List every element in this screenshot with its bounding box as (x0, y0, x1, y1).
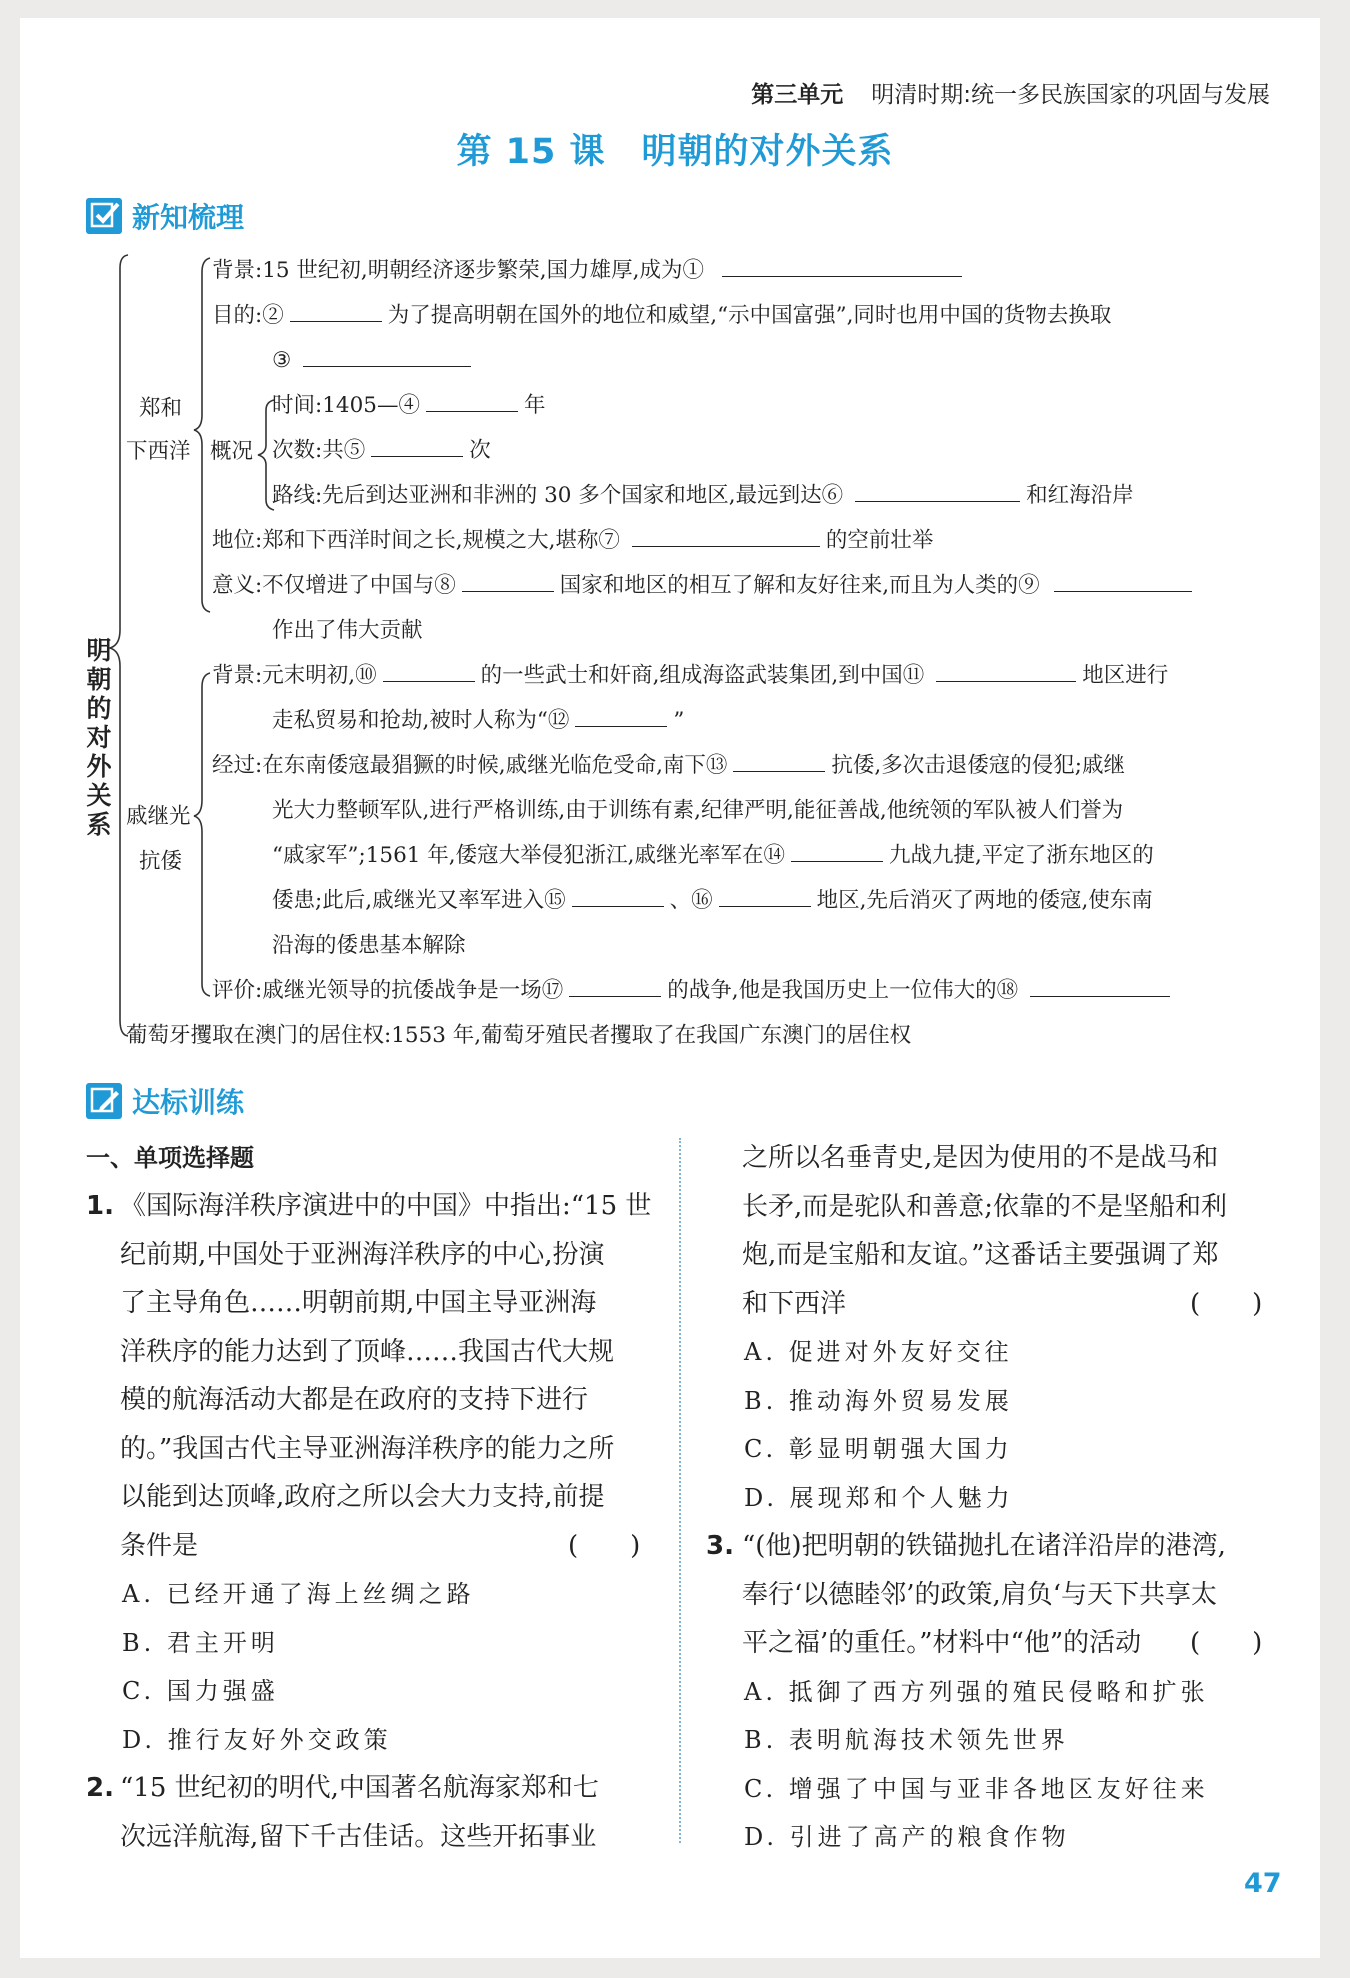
blank-10[interactable] (383, 659, 475, 682)
section-heading-dabiao (86, 1081, 244, 1121)
mm-line-jg4: 倭患;此后,戚继光又率军进入⑮ 、⑯ 地区,先后消灭了两地的倭寇,使东南 (272, 878, 1153, 923)
section-title: 达标训练 (132, 1086, 245, 1119)
q2-option-a[interactable]: A. 促进对外友好交往 (744, 1338, 1013, 1366)
q2-line: 之所以名垂青史,是因为使用的不是战马和 (742, 1143, 1219, 1173)
q3-line: “(他)把明朝的铁锚抛扎在诸洋沿岸的港湾, (742, 1531, 1226, 1561)
q2-line: “15 世纪初的明代,中国著名航海家郑和七 (120, 1773, 599, 1803)
blank-17[interactable] (569, 974, 661, 997)
blank-3[interactable] (303, 344, 471, 367)
gaikuang-label: 概况 (210, 439, 254, 464)
q1-line: 纪前期,中国处于亚洲海洋秩序的中心,扮演 (120, 1239, 605, 1270)
q2-option-c[interactable]: C. 彰显明朝强大国力 (744, 1435, 1013, 1463)
q2-line: 和下西洋 (742, 1288, 847, 1319)
zhenghe-brace (194, 258, 210, 612)
edit-icon (86, 1083, 122, 1119)
q1-number: 1. (86, 1191, 114, 1221)
q1-option-b[interactable]: B. 君主开明 (122, 1628, 279, 1657)
mm-line-md2: ③ (272, 338, 477, 383)
q1-line: 《国际海洋秩序演进中的中国》中指出:“15 世 (120, 1191, 652, 1221)
q2-answer-paren[interactable]: ( ) (1190, 1288, 1263, 1319)
mm-line-pj: 评价:戚继光领导的抗倭战争是一场⑰ 的战争,他是我国历史上一位伟大的⑱ (212, 968, 1176, 1013)
q3-option-a[interactable]: A. 抵御了西方列强的殖民侵略和扩张 (744, 1677, 1209, 1706)
mindmap-root-label: 明朝的对外关系 (86, 636, 112, 839)
qijiguang-label: 戚继光 (126, 804, 191, 829)
mm-line-jg5: 沿海的倭患基本解除 (272, 933, 466, 958)
mm-line-sj: 时间:1405—④ 年 (272, 383, 545, 428)
q1-option-a[interactable]: A. 已经开通了海上丝绸之路 (122, 1580, 475, 1608)
q2-option-d[interactable]: D. 展现郑和个人魅力 (744, 1483, 1014, 1512)
lesson-title: 第 15 课 明朝的对外关系 (456, 132, 894, 172)
q3-option-b[interactable]: B. 表明航海技术领先世界 (744, 1726, 1069, 1754)
blank-11[interactable] (936, 659, 1076, 682)
q1-line: 模的航海活动大都是在政府的支持下进行 (120, 1385, 589, 1415)
blank-4[interactable] (426, 389, 518, 412)
q1-option-c[interactable]: C. 国力强盛 (122, 1677, 279, 1705)
q1-line: 了主导角色……明朝前期,中国主导亚洲海 (120, 1288, 597, 1318)
mm-line-cs: 次数:共⑤ 次 (272, 428, 491, 473)
blank-18[interactable] (1030, 974, 1170, 997)
mm-line-md1: 目的:② 为了提高明朝在国外的地位和威望,“示中国富强”,同时也用中国的货物去换取 (212, 293, 1111, 338)
blank-5[interactable] (371, 434, 463, 457)
q2-line: 炮,而是宝船和友谊。”这番话主要强调了郑 (742, 1240, 1219, 1270)
q2-line: 长矛,而是驼队和善意;依靠的不是坚船和利 (742, 1191, 1228, 1222)
mm-line-yy: 意义:不仅增进了中国与⑧ 国家和地区的相互了解和友好往来,而且为人类的⑨ (212, 563, 1198, 608)
blank-2[interactable] (290, 299, 382, 322)
q2-option-b[interactable]: B. 推动海外贸易发展 (744, 1386, 1013, 1415)
blank-8[interactable] (462, 569, 554, 592)
unit-title: 明清时期:统一多民族国家的巩固与发展 (871, 82, 1270, 108)
blank-12[interactable] (575, 704, 667, 727)
q2-number: 2. (86, 1773, 114, 1803)
blank-13[interactable] (733, 749, 825, 772)
mm-line-jg2: 光大力整顿军队,进行严格训练,由于训练有素,纪律严明,能征善战,他统领的军队被人们誉为 (272, 798, 1124, 823)
mm-line-bj1: 背景:15 世纪初,明朝经济逐步繁荣,国力雄厚,成为① (212, 248, 968, 293)
q1-line: 以能到达顶峰,政府之所以会大力支持,前提 (120, 1482, 605, 1512)
page-number: 47 (1244, 1868, 1282, 1899)
blank-6[interactable] (855, 479, 1020, 502)
blank-15[interactable] (572, 884, 664, 907)
mm-line-bj2: 背景:元末明初,⑩ 的一些武士和奸商,组成海盗武装集团,到中国⑪ 地区进行 (212, 653, 1168, 698)
mm-line-dw: 地位:郑和下西洋时间之长,规模之大,堪称⑦ 的空前壮举 (212, 518, 933, 563)
mm-line-jg1: 经过:在东南倭寇最猖獗的时候,戚继光临危受命,南下⑬ 抗倭,多次击退倭寇的侵犯;戚继 (212, 743, 1125, 788)
mm-line-lx: 路线:先后到达亚洲和非洲的 30 多个国家和地区,最远到达⑥ 和红海沿岸 (272, 473, 1134, 518)
q1-answer-paren[interactable]: ( ) (568, 1530, 641, 1561)
q1-line: 条件是 (120, 1530, 199, 1561)
q3-line: 奉行‘以德睦邻’的政策,肩负‘与天下共享太 (742, 1579, 1218, 1610)
q1-option-d[interactable]: D. 推行友好外交政策 (122, 1725, 392, 1754)
zhenghe-label: 郑和 (139, 396, 183, 421)
qijiguang-label-2: 抗倭 (139, 849, 183, 874)
blank-14[interactable] (791, 839, 883, 862)
q3-option-d[interactable]: D. 引进了高产的粮食作物 (744, 1823, 1070, 1851)
column-divider (679, 1138, 681, 1843)
mm-line-bj3: 走私贸易和抢劫,被时人称为“⑫ ” (272, 698, 684, 743)
q3-line: 平之福’的重任。”材料中“他”的活动 (742, 1628, 1142, 1658)
blank-7[interactable] (632, 524, 820, 547)
q1-line: 洋秩序的能力达到了顶峰……我国古代大规 (120, 1336, 615, 1367)
mm-line-ptg: 葡萄牙攫取在澳门的居住权:1553 年,葡萄牙殖民者攫取了在我国广东澳门的居住权 (126, 1023, 912, 1048)
q3-number: 3. (706, 1531, 734, 1561)
mm-line-yy2: 作出了伟大贡献 (272, 618, 423, 643)
blank-9[interactable] (1054, 569, 1192, 592)
zhenghe-label-2: 下西洋 (126, 439, 191, 464)
blank-16[interactable] (719, 884, 811, 907)
qijiguang-brace (194, 673, 210, 996)
q3-option-c[interactable]: C. 增强了中国与亚非各地区友好往来 (744, 1774, 1209, 1803)
mm-line-jg3: “戚家军”;1561 年,倭寇大举侵犯浙江,戚继光率军在⑭ 九战九捷,平定了浙东地区的 (272, 833, 1154, 878)
section-title: 新知梳理 (132, 201, 245, 234)
unit-label: 第三单元 (751, 82, 844, 108)
part-title: 一、单项选择题 (86, 1144, 254, 1172)
q1-line: 的。”我国古代主导亚洲海洋秩序的能力之所 (120, 1433, 615, 1464)
q2-line: 次远洋航海,留下千古佳话。这些开拓事业 (120, 1821, 597, 1852)
q3-answer-paren[interactable]: ( ) (1190, 1628, 1263, 1658)
blank-1[interactable] (722, 254, 962, 277)
